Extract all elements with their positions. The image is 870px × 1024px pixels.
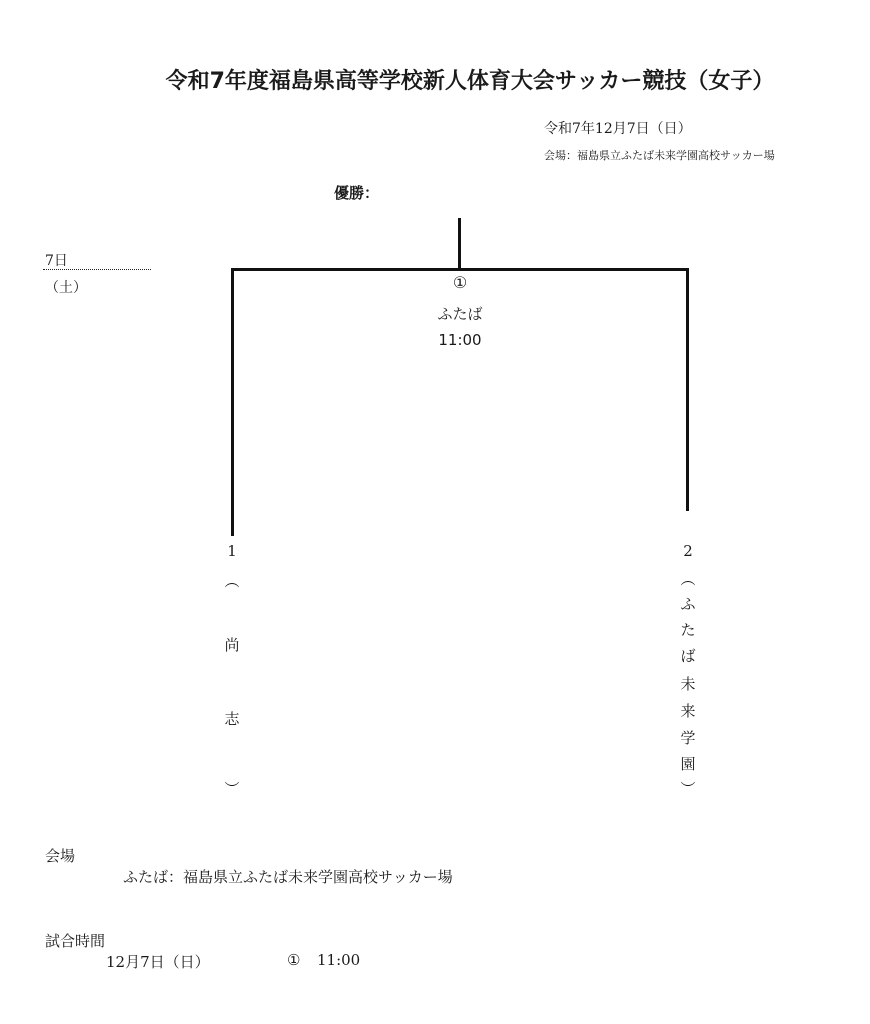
team-2-char: 学	[680, 729, 696, 747]
team-1-char: ︵	[224, 572, 240, 590]
team-2-char: ︵	[680, 570, 696, 588]
event-venue: 会場：福島県立ふたば未来学園高校サッカー場	[544, 149, 775, 162]
event-date: 令和7年12月7日（日）	[544, 121, 692, 137]
team-seed-1: 1	[227, 542, 237, 560]
team-2-char: 未	[680, 675, 696, 693]
team-2-char: 来	[680, 702, 696, 720]
bracket-horizontal-line	[231, 268, 689, 271]
team-2-char: ︶	[680, 780, 696, 798]
team-1-char: ︶	[224, 780, 240, 798]
footer-time-label: 試合時間	[45, 932, 106, 950]
team-2-char: ば	[680, 647, 696, 665]
team-1-char: 志	[224, 710, 240, 728]
bracket-right-line	[686, 268, 689, 511]
team-2-char: ふ	[680, 595, 696, 613]
match-weekday: （土）	[45, 280, 87, 296]
team-2-char: た	[680, 621, 696, 639]
footer-venue-label: 会場	[45, 847, 76, 865]
bracket-left-line	[231, 268, 234, 536]
footer-venue-line: ふたば：福島県立ふたば未来学園高校サッカー場	[123, 868, 453, 886]
match-day: 7日	[45, 253, 68, 269]
day-divider	[43, 269, 151, 270]
team-seed-2: 2	[683, 542, 693, 560]
page-title: 令和7年度福島県高等学校新人体育大会サッカー競技（女子）	[165, 69, 775, 94]
footer-time-value: 11:00	[317, 951, 361, 969]
team-1-char: 尚	[224, 636, 240, 654]
match-number: ①	[452, 273, 468, 292]
match-venue-short: ふたば	[437, 305, 483, 323]
team-2-char: 園	[680, 755, 696, 773]
match-time: 11:00	[438, 331, 482, 349]
bracket-winner-line	[458, 218, 461, 271]
winner-label: 優勝：	[334, 184, 380, 202]
footer-time-match: ①	[287, 951, 301, 969]
footer-time-date: 12月7日（日）	[106, 953, 210, 971]
